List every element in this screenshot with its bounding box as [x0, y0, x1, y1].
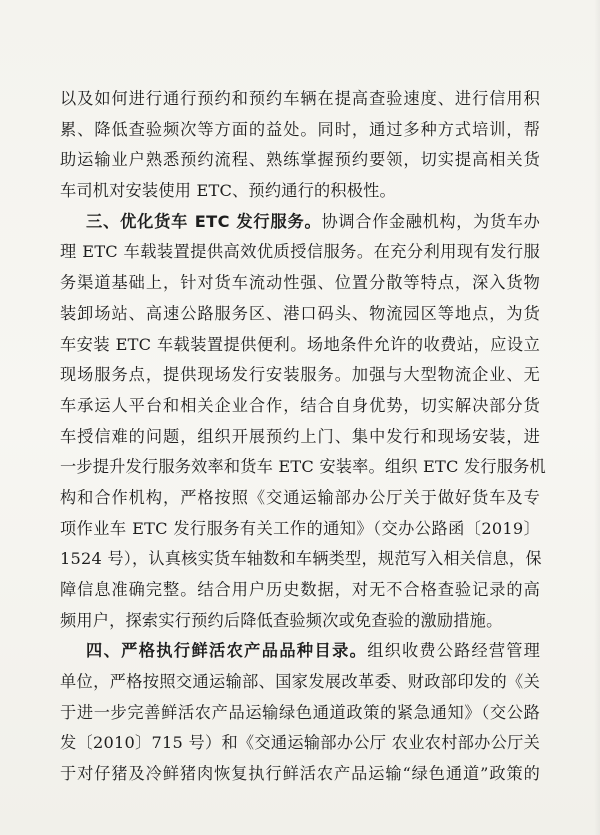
body-text-line	[60, 575, 540, 606]
body-text-line	[60, 268, 540, 299]
body-text-line	[60, 544, 540, 575]
paragraph-text: 一步提升发行服务效率和货车 ETC 安装率。组织 ETC 发行服务机	[60, 457, 546, 477]
paragraph-text: 装卸场站、高速公路服务区、港口码头、物流园区等地点，为货	[60, 303, 540, 323]
body-text-line	[60, 422, 540, 453]
section-heading-line	[60, 636, 540, 667]
body-text-line	[60, 759, 540, 790]
paragraph-text: 项作业车 ETC 发行服务有关工作的通知》（交办公路函〔2019〕	[60, 518, 540, 538]
body-text-line	[60, 698, 540, 729]
paragraph-text: 于对仔猪及冷鲜猪肉恢复执行鲜活农产品运输“绿色通道”政策的	[60, 764, 540, 784]
paragraph-text: 发〔2010〕715 号）和《交通运输部办公厅 农业农村部办公厅关	[60, 733, 540, 753]
paragraph-text: 助运输业户熟悉预约流程、熟练掌握预约要领，切实提高相关货	[60, 150, 540, 170]
document-body	[60, 84, 546, 790]
paragraph-text: 单位，严格按照交通运输部、国家发展改革委、财政部印发的《关	[60, 672, 540, 692]
body-text-line	[60, 606, 540, 637]
paragraph-text: 车承运人平台和相关企业合作，结合自身优势，切实解决部分货	[60, 395, 540, 415]
paragraph-text: 构和合作机构，严格按照《交通运输部办公厅关于做好货车及专	[60, 487, 540, 507]
paragraph-text: 累、降低查验频次等方面的益处。同时，通过多种方式培训，帮	[60, 119, 540, 139]
body-text-line	[60, 237, 540, 268]
section-heading: 三、优化货车 ETC 发行服务。	[86, 211, 322, 231]
paragraph-text: 务渠道基础上，针对货车流动性强、位置分散等特点，深入货物	[60, 273, 540, 293]
paragraph-text: 协调合作金融机构，为货车办	[321, 211, 540, 231]
section-heading: 四、严格执行鲜活农产品品种目录。	[86, 641, 368, 661]
body-text-line	[60, 452, 546, 483]
body-text-line	[60, 176, 540, 207]
paragraph-text: 组织收费公路经营管理	[367, 641, 540, 661]
paragraph-text: 现场服务点，提供现场发行安装服务。加强与大型物流企业、无	[60, 365, 540, 385]
paragraph-text: 车授信难的问题，组织开展预约上门、集中发行和现场安装，进	[60, 426, 540, 446]
body-text-line	[60, 84, 540, 115]
body-text-line	[60, 115, 540, 146]
paragraph-text: 理 ETC 车载装置提供高效优质授信服务。在充分利用现有发行服	[60, 242, 540, 262]
body-text-line	[60, 299, 540, 330]
paragraph-text: 于进一步完善鲜活农产品运输绿色通道政策的紧急通知》（交公路	[60, 702, 540, 722]
paragraph-text: 车司机对安装使用 ETC、预约通行的积极性。	[60, 181, 396, 201]
body-text-line	[60, 330, 540, 361]
body-text-line	[60, 145, 540, 176]
paragraph-text: 1524 号），认真核实货车轴数和车辆类型，规范写入相关信息，保	[60, 549, 542, 569]
page-edge-shadow	[594, 0, 600, 835]
paragraph-text: 障信息准确完整。结合用户历史数据，对无不合格查验记录的高	[60, 580, 540, 599]
paragraph-text: 车安装 ETC 车载装置提供便利。场地条件允许的收费站，应设立	[60, 334, 540, 354]
body-text-line	[60, 483, 540, 514]
body-text-line	[60, 360, 540, 391]
body-text-line	[60, 514, 540, 545]
body-text-line	[60, 391, 540, 422]
body-text-line	[60, 667, 540, 698]
paragraph-text: 以及如何进行通行预约和预约车辆在提高查验速度、进行信用积	[60, 89, 540, 108]
paragraph-text: 频用户，探索实行预约后降低查验频次或免查验的激励措施。	[60, 610, 503, 630]
body-text-line	[60, 728, 540, 759]
section-heading-line	[60, 207, 540, 238]
